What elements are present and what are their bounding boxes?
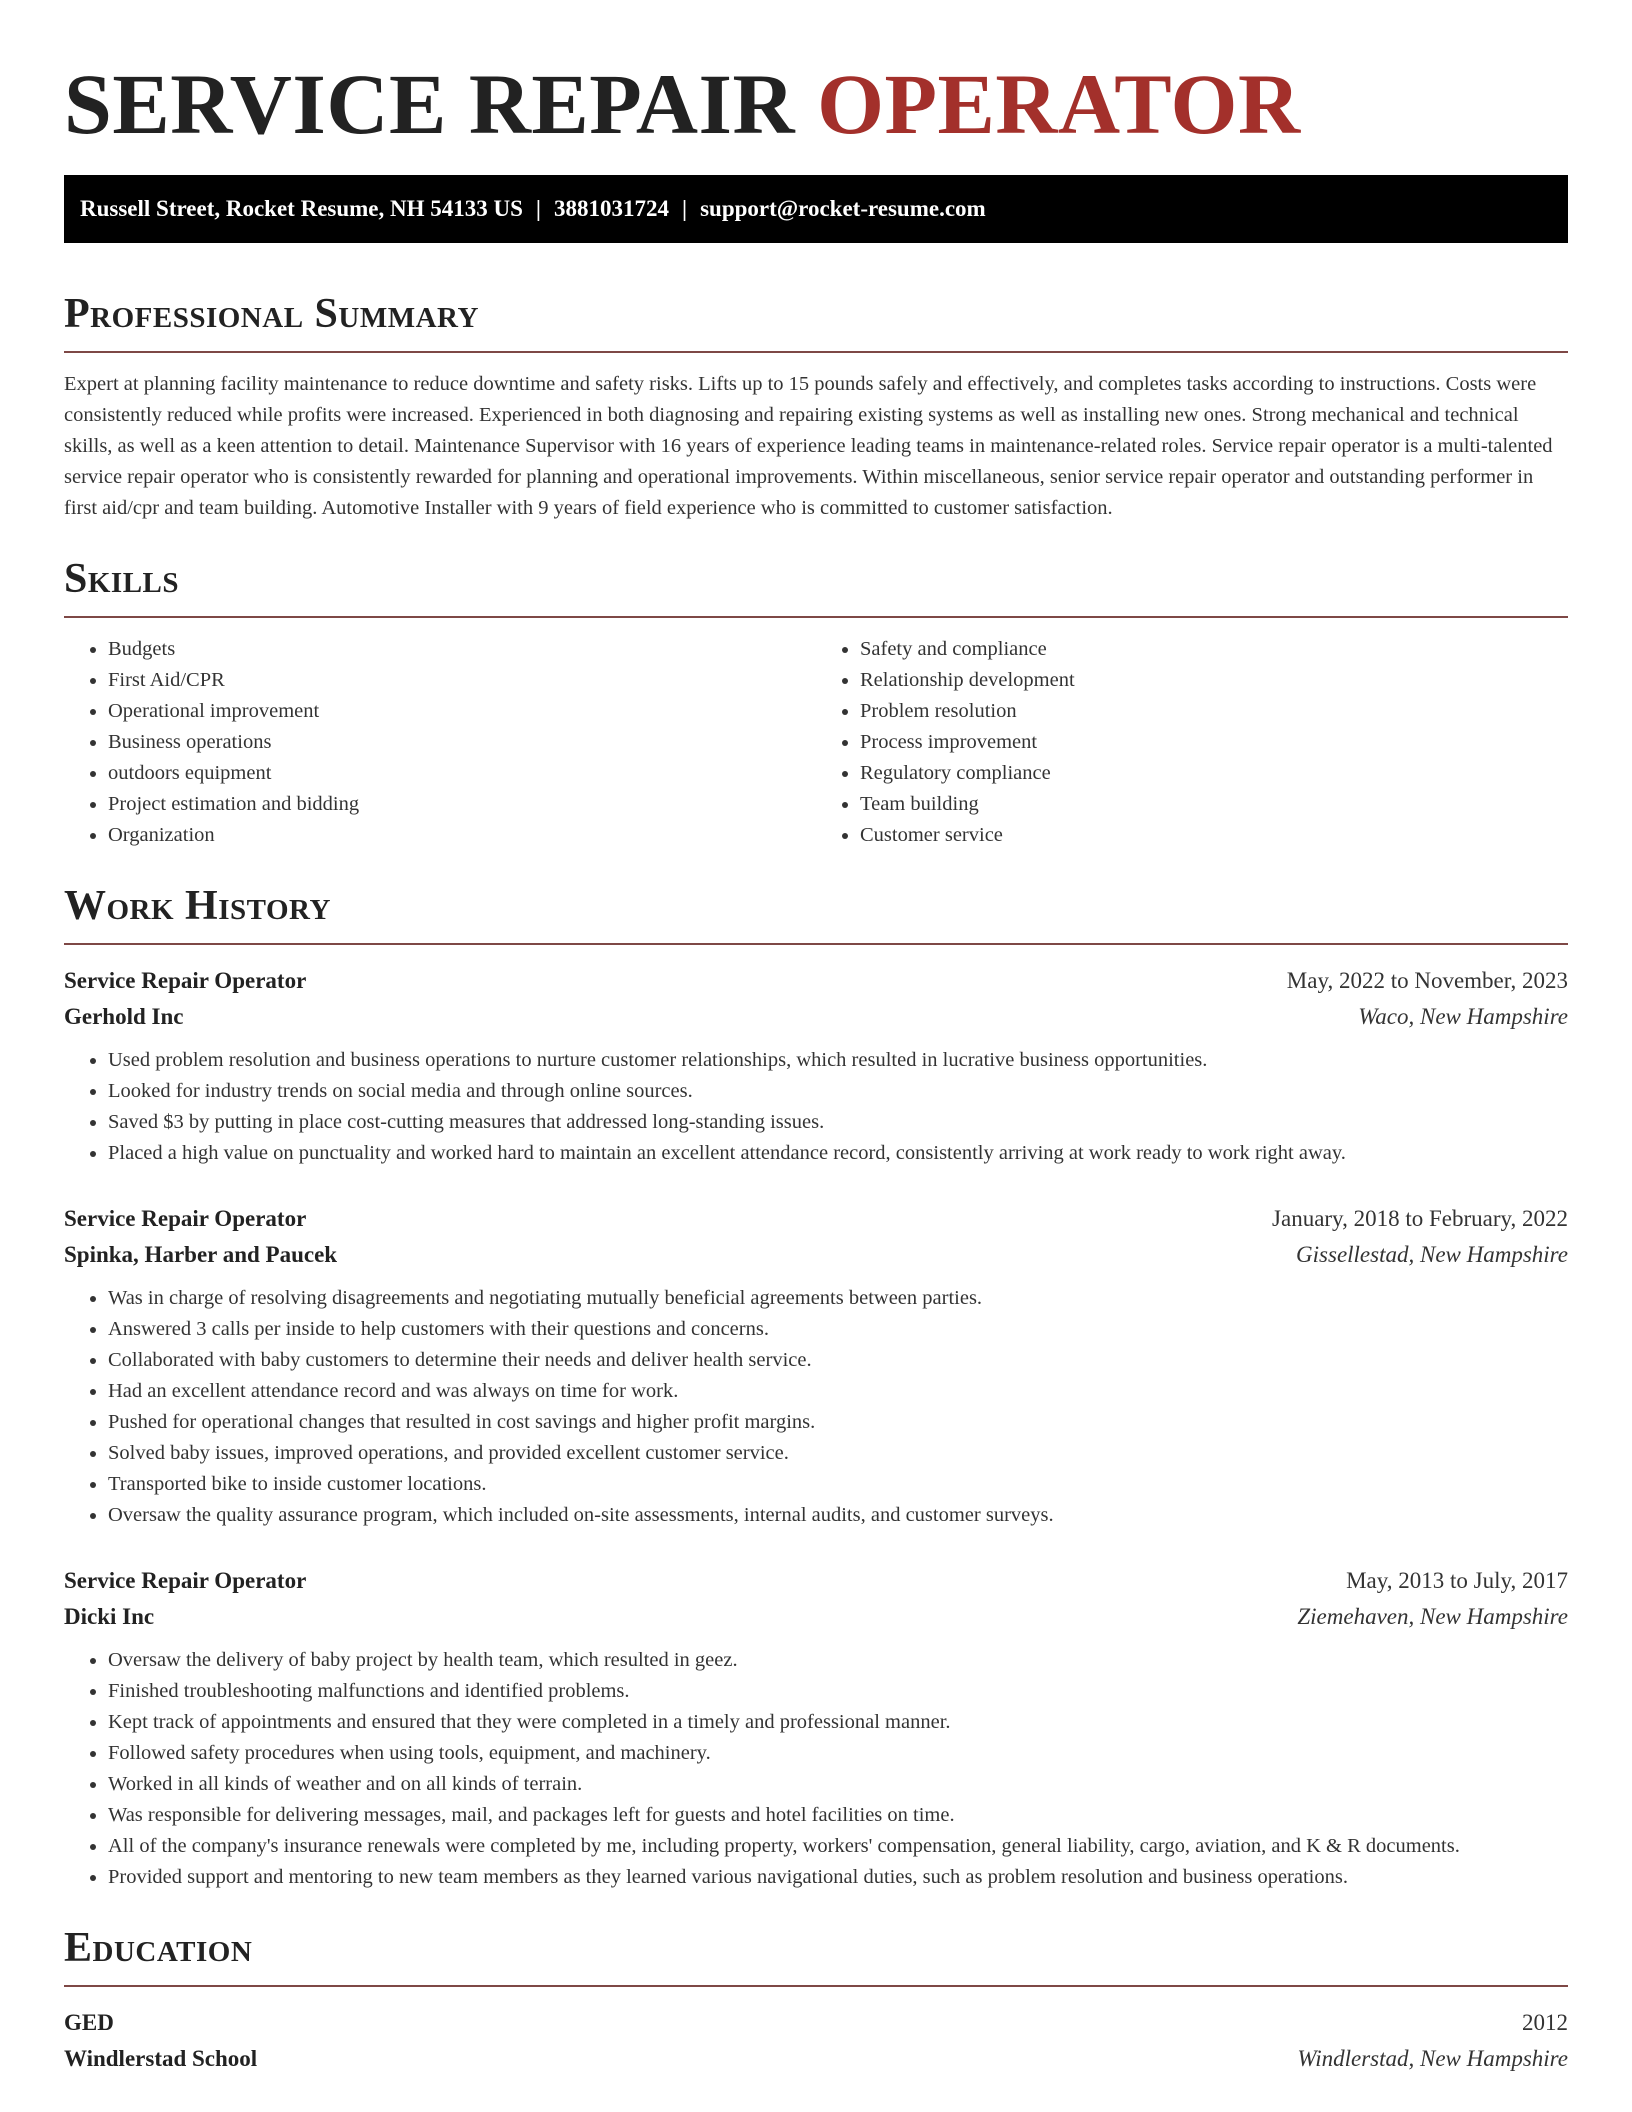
summary-text: Expert at planning facility maintenance to reduce downtime and safety risks. Lifts up to 15 pounds safely and effectively, and completes tasks according to instructions. Costs were consistently reduced while profits were increased. Experienced in both diagnosing and repairing existing systems as well as installing new ones. Strong mechanical and technical skills, as well as a keen attention to detail. Maintenance Supervisor with 16 years of experience leading teams in maintenance-related roles. Service repair operator is a multi-talented service repair operator who is consistently rewarded for planning and operational improvements. Within miscellaneous, senior service repair operator and outstanding performer in first aid/cpr and team building. Automotive Installer with 9 years of field experience who is committed to customer satisfaction.: [64, 373, 1553, 519]
contact-bar: [64, 175, 1568, 243]
job-bullet: • Looked for industry trends on social media and through online sources.: [108, 1076, 1568, 1107]
contact-address: Russell Street, Rocket Resume, NH 54133 US: [80, 196, 523, 221]
education-entry: [64, 2005, 1568, 2077]
job-company-row: [64, 999, 1568, 1035]
job-bullets: [64, 1045, 1568, 1169]
job-bullet: • Kept track of appointments and ensured that they were completed in a timely and professional manner.: [108, 1707, 1568, 1738]
resume-title: [64, 56, 1568, 152]
education-school: Windlerstad School: [64, 2046, 258, 2071]
job-company: Spinka, Harber and Paucek: [64, 1242, 338, 1267]
job-bullet: • Answered 3 calls per inside to help customers with their questions and concerns.: [108, 1314, 1568, 1345]
title-main: SERVICE REPAIR: [64, 56, 818, 152]
section-divider: [64, 943, 1568, 945]
skill-item: • Relationship development: [860, 665, 1568, 696]
education-degree-row: [64, 2005, 1568, 2041]
skill-item: • First Aid/CPR: [108, 665, 816, 696]
skill-item: • Organization: [108, 820, 816, 851]
job-bullet: • Followed safety procedures when using tools, equipment, and machinery.: [108, 1738, 1568, 1769]
skill-item: • Operational improvement: [108, 696, 816, 727]
skills-heading: Skills: [64, 556, 180, 602]
job-header-row: [64, 963, 1568, 999]
job-company-row: [64, 1599, 1568, 1635]
skill-item: • Safety and compliance: [860, 634, 1568, 665]
title-accent: OPERATOR: [817, 56, 1301, 152]
skill-item: • Customer service: [860, 820, 1568, 851]
job-bullet: • All of the company's insurance renewals were completed by me, including property, workers' compensation, general liability, cargo, aviation, and K & R documents.: [108, 1831, 1568, 1862]
job-location: Ziemehaven, New Hampshire: [1297, 1604, 1568, 1629]
education-location: Windlerstad, New Hampshire: [1297, 2046, 1568, 2071]
summary-heading: Professional Summary: [64, 291, 479, 337]
job-location: Waco, New Hampshire: [1358, 1004, 1568, 1029]
job-bullet: • Collaborated with baby customers to determine their needs and deliver health service.: [108, 1345, 1568, 1376]
skill-item: • Problem resolution: [860, 696, 1568, 727]
job-entry: [64, 1201, 1568, 1531]
education-year: 2012: [1522, 2010, 1568, 2035]
job-company: Dicki Inc: [64, 1604, 155, 1629]
skill-item: • Process improvement: [860, 727, 1568, 758]
job-bullets: [64, 1283, 1568, 1531]
job-company-row: [64, 1237, 1568, 1273]
job-bullet: • Used problem resolution and business operations to nurture customer relationships, which resulted in lucrative business opportunities.: [108, 1045, 1568, 1076]
education-school-row: [64, 2041, 1568, 2077]
job-bullet: • Provided support and mentoring to new team members as they learned various navigational duties, such as problem resolution and business operations.: [108, 1862, 1568, 1893]
section-divider: [64, 616, 1568, 618]
job-bullet: • Placed a high value on punctuality and worked hard to maintain an excellent attendance record, consistently arriving at work ready to work right away.: [108, 1138, 1568, 1169]
job-entry: [64, 1563, 1568, 1893]
skills-column-right: [816, 634, 1568, 851]
job-bullet: • Oversaw the delivery of baby project by health team, which resulted in geez.: [108, 1645, 1568, 1676]
job-bullet: • Solved baby issues, improved operations, and provided excellent customer service.: [108, 1438, 1568, 1469]
education-heading: Education: [64, 1925, 253, 1971]
job-bullet: • Saved $3 by putting in place cost-cutting measures that addressed long-standing issues.: [108, 1107, 1568, 1138]
job-title: Service Repair Operator: [64, 1568, 307, 1593]
contact-separator: |: [682, 196, 688, 221]
skills-column-left: [64, 634, 816, 851]
job-location: Gissellestad, New Hampshire: [1296, 1242, 1568, 1267]
education-degree: GED: [64, 2010, 114, 2035]
skill-item: • Team building: [860, 789, 1568, 820]
work-heading: Work History: [64, 883, 331, 929]
job-title: Service Repair Operator: [64, 968, 307, 993]
job-header-row: [64, 1563, 1568, 1599]
job-title: Service Repair Operator: [64, 1206, 307, 1231]
skill-item: • outdoors equipment: [108, 758, 816, 789]
job-dates: January, 2018 to February, 2022: [1272, 1206, 1568, 1231]
skill-item: • Budgets: [108, 634, 816, 665]
job-dates: May, 2022 to November, 2023: [1286, 968, 1568, 993]
job-header-row: [64, 1201, 1568, 1237]
job-bullets: [64, 1645, 1568, 1893]
contact-phone: 3881031724: [554, 196, 669, 221]
skill-item: • Regulatory compliance: [860, 758, 1568, 789]
skill-item: • Business operations: [108, 727, 816, 758]
job-bullet: • Had an excellent attendance record and was always on time for work.: [108, 1376, 1568, 1407]
job-dates: May, 2013 to July, 2017: [1346, 1568, 1568, 1593]
job-bullet: • Finished troubleshooting malfunctions and identified problems.: [108, 1676, 1568, 1707]
contact-separator: |: [535, 196, 541, 221]
section-divider: [64, 1985, 1568, 1987]
job-bullet: • Oversaw the quality assurance program, which included on-site assessments, internal audits, and customer surveys.: [108, 1500, 1568, 1531]
job-bullet: • Was in charge of resolving disagreements and negotiating mutually beneficial agreements between parties.: [108, 1283, 1568, 1314]
section-divider: [64, 351, 1568, 353]
job-entry: [64, 963, 1568, 1169]
contact-email: support@rocket-resume.com: [700, 196, 986, 221]
job-bullet: • Transported bike to inside customer locations.: [108, 1469, 1568, 1500]
skill-item: • Project estimation and bidding: [108, 789, 816, 820]
skills-list: [64, 634, 1568, 851]
job-company: Gerhold Inc: [64, 1004, 184, 1029]
job-bullet: • Worked in all kinds of weather and on all kinds of terrain.: [108, 1769, 1568, 1800]
job-bullet: • Pushed for operational changes that resulted in cost savings and higher profit margins.: [108, 1407, 1568, 1438]
job-bullet: • Was responsible for delivering messages, mail, and packages left for guests and hotel facilities on time.: [108, 1800, 1568, 1831]
